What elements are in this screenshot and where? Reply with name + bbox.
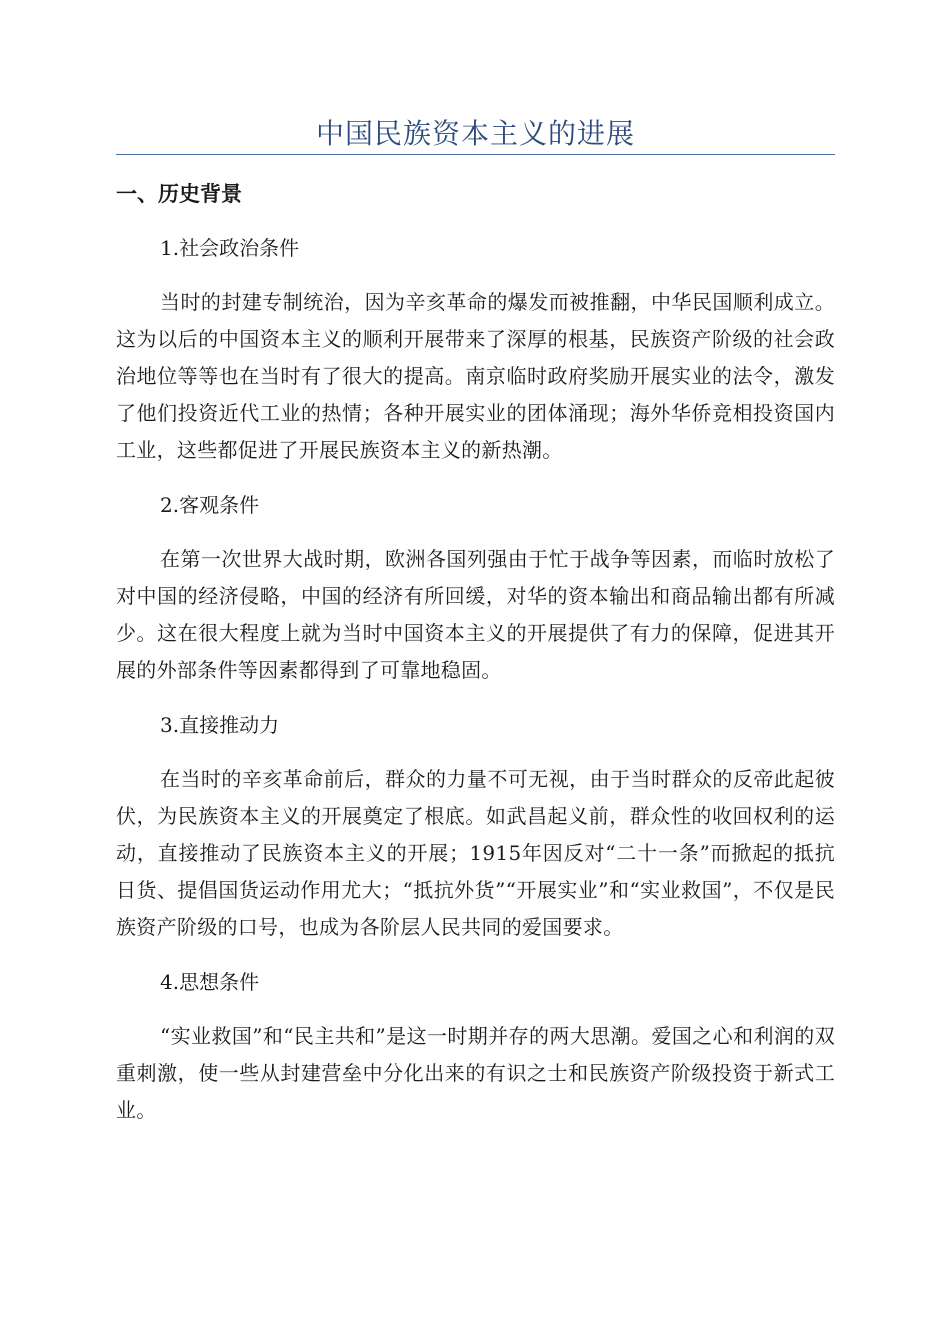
paragraph-objective-conditions: 在第一次世界大战时期，欧洲各国列强由于忙于战争等因素，而临时放松了对中国的经济侵略，中国的经济有所回缓，对华的资本输出和商品输出都有所减少。这在很大程度上就为当时中国资本主义的开展提供了有力的保障，促进其开展的外部条件等因素都得到了可靠地稳固。 [116,547,835,682]
paragraph-social-political-conditions: 当时的封建专制统治，因为辛亥革命的爆发而被推翻，中华民国顺利成立。这为以后的中国资本主义的顺利开展带来了深厚的根基，民族资产阶级的社会政治地位等等也在当时有了很大的提高。南京临时政府奖励开展实业的法令，激发了他们投资近代工业的热情；各种开展实业的团体涌现；海外华侨竞相投资国内工业，这些都促进了开展民族资本主义的新热潮。 [116,290,835,462]
paragraph-direct-driving-force: 在当时的辛亥革命前后，群众的力量不可无视，由于当时群众的反帝此起彼伏，为民族资本主义的开展奠定了根底。如武昌起义前，群众性的收回权利的运动，直接推动了民族资本主义的开展；1915年因反对“二十一条”而掀起的抵抗日货、提倡国货运动作用尤大；“抵抗外货”“开展实业”和“实业救国”，不仅是民族资产阶级的口号，也成为各阶层人民共同的爱国要求。 [116,767,835,939]
subheading-direct-driving-force: 3.直接推动力 [160,713,280,737]
subheading-social-political-conditions: 1.社会政治条件 [160,236,300,260]
subheading-ideological-conditions: 4.思想条件 [160,970,260,994]
document-title: 中国民族资本主义的进展 [315,117,635,150]
title-underline [116,154,835,155]
document-body [116,176,835,1129]
subheading-objective-conditions: 2.客观条件 [160,493,260,517]
paragraph-ideological-conditions: “实业救国”和“民主共和”是这一时期并存的两大思潮。爱国之心和利润的双重刺激，使一些从封建营垒中分化出来的有识之士和民族资产阶级投资于新式工业。 [116,1024,835,1122]
section-heading-history-background: 一、历史背景 [116,182,242,206]
